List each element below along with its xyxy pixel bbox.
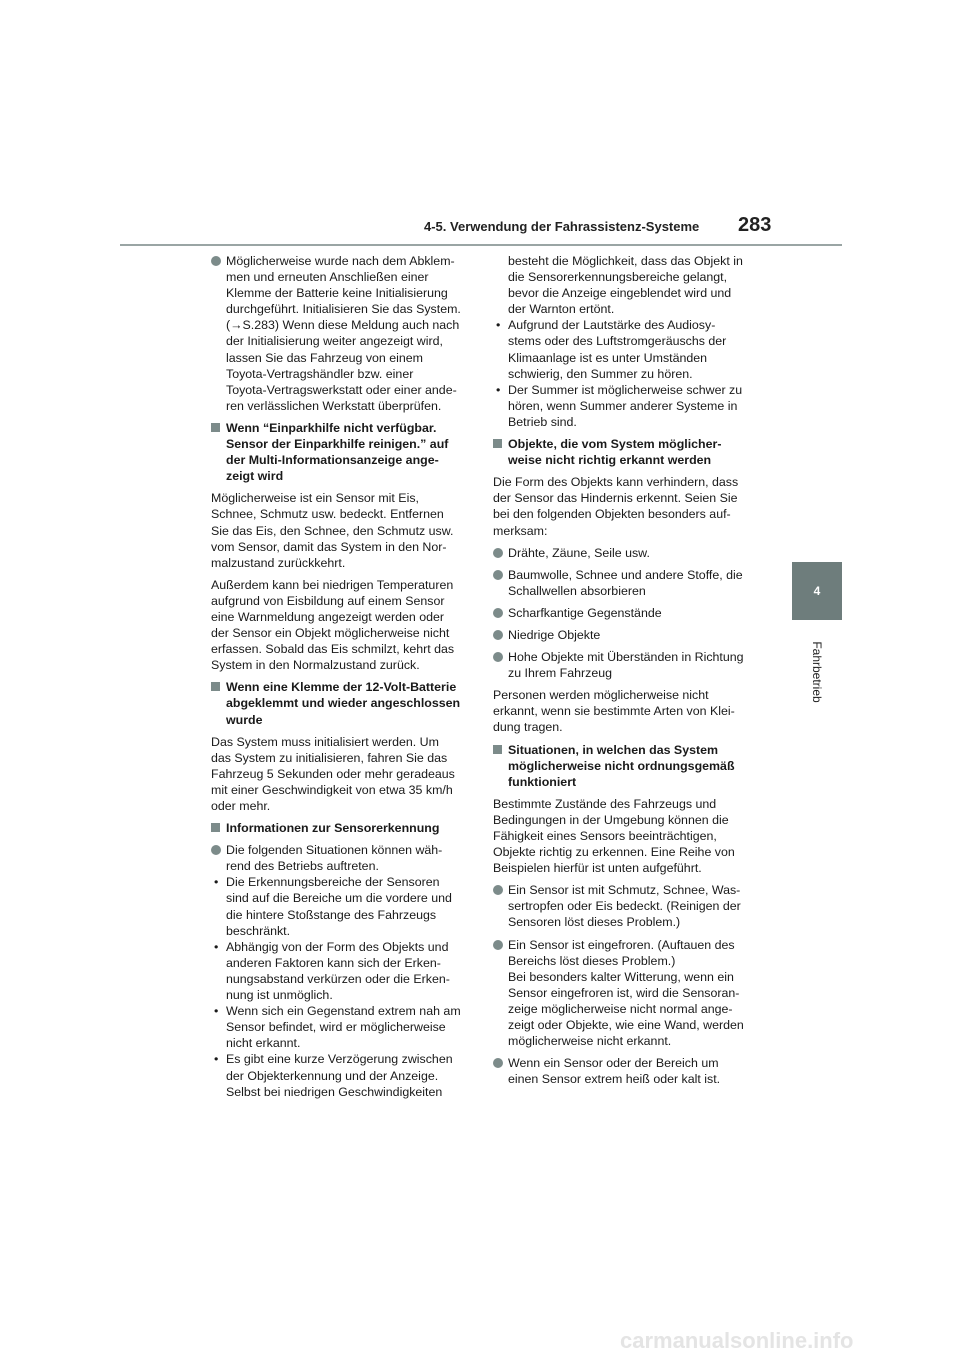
dash-item: • Die Erkennungsbereiche der Sensoren sind auf die Bereiche um die vordere und die hintere Stoßstange des Fahrzeugs beschränkt.	[211, 874, 468, 938]
header-divider	[120, 244, 842, 246]
paragraph: Die Form des Objekts kann verhindern, dass der Sensor das Hindernis erkennt. Seien Sie bei den folgenden Objekten besonders auf- merksam:	[493, 475, 739, 538]
paragraph: Bestimmte Zustände des Fahrzeugs und Bedingungen in der Umgebung können die Fähigkeit eines Sensors beeinträchtigen, Objekte richtig zu erkennen. Eine Reihe von Beispielen hierfür ist unten aufgeführt.	[493, 796, 735, 876]
section-heading: Situationen, in welchen das System möglicherweise nicht ordnungsgemäß funktioniert	[493, 742, 750, 790]
dash-item: • Der Summer ist möglicherweise schwer zu hören, wenn Summer anderer Systeme in Betrieb sind.	[493, 382, 750, 430]
bullet-item: Ein Sensor ist mit Schmutz, Schnee, Was- sertropfen oder Eis bedeckt. (Reinigen der Sensoren löst dieses Problem.)	[493, 882, 750, 930]
dash-item: • Aufgrund der Lautstärke des Audiosy- stems oder des Luftstromgeräuschs der Klimaanlage ist es unter Umständen schwierig, den Summer zu hören.	[493, 317, 750, 381]
chapter-tab[interactable]	[792, 562, 842, 620]
watermark-url[interactable]: carmanualsonline.info	[620, 1328, 854, 1353]
paragraph: Möglicherweise ist ein Sensor mit Eis, Schnee, Schmutz usw. bedeckt. Entfernen Sie das Eis, den Schnee, den Schmutz usw. vom Sensor, damit das System in den Nor- malzustand zurückkehrt.	[211, 491, 454, 570]
paragraph: Personen werden möglicherweise nicht erkannt, wenn sie bestimmte Arten von Klei- dung tragen.	[493, 688, 735, 735]
dash-item: • Es gibt eine kurze Verzögerung zwischen der Objekterkennung und der Anzeige. Selbst bei niedrigen Geschwindigkeiten	[211, 1051, 468, 1099]
paragraph: Das System muss initialisiert werden. Um das System zu initialisieren, fahren Sie das Fahrzeug 5 Sekunden oder mehr geradeaus mit einer Geschwindigkeit von etwa 35 km/h oder mehr.	[211, 734, 455, 813]
page-number: 283	[738, 214, 772, 236]
section-heading: Wenn “Einparkhilfe nicht verfügbar. Sensor der Einparkhilfe reinigen.” auf der Multi-Informationsanzeige ange- zeigt wird	[211, 420, 468, 484]
bullet-item: Niedrige Objekte	[493, 627, 750, 643]
bullet-item: Drähte, Zäune, Seile usw.	[493, 545, 750, 561]
section-title: 4-5. Verwendung der Fahrassistenz-Systeme	[424, 219, 700, 234]
dash-item-continuation: besteht die Möglichkeit, dass das Objekt in die Sensorerkennungsbereiche gelangt, bevor die Anzeige eingeblendet wird und der Warnton ertönt.	[508, 254, 743, 317]
paragraph: Außerdem kann bei niedrigen Temperaturen aufgrund von Eisbildung auf einem Sensor eine Warnmeldung angezeigt werden oder der Sensor ein Objekt möglicherweise nicht erfassen. Sobald das Eis schmilzt, kehrt das System in den Normalzustand zurück.	[211, 577, 455, 673]
section-heading: Objekte, die vom System möglicher- weise nicht richtig erkannt werden	[493, 436, 750, 468]
bullet-item: Möglicherweise wurde nach dem Abklem- men und erneuten Anschließen einer Klemme der Batterie keine Initialisierung durchgeführt. Initialisieren Sie das System. (→S.283) Wenn diese Meldung auch nach der Initialisierung weiter angezeigt wird, lassen Sie das Fahrzeug von einem Toyota-Vertragshändler bzw. einer Toyota-Vertragswerkstatt oder einer ande- ren verlässlichen Werkstatt überprüfen.	[211, 253, 468, 414]
dash-item: • Abhängig von der Form des Objekts und anderen Faktoren kann sich der Erken- nungsabstand verkürzen oder die Erken- nung ist unmöglich.	[211, 939, 468, 1003]
section-heading: Wenn eine Klemme der 12-Volt-Batterie abgeklemmt und wieder angeschlossen wurde	[211, 679, 468, 727]
chapter-side-label: Fahrbetrieb	[810, 641, 824, 703]
chapter-number: 4	[813, 584, 821, 598]
left-column	[211, 253, 468, 1100]
right-column	[493, 253, 750, 1093]
dash-item: • Wenn sich ein Gegenstand extrem nah am Sensor befindet, wird er möglicherweise nicht erkannt.	[211, 1003, 468, 1051]
bullet-item: Scharfkantige Gegenstände	[493, 605, 750, 621]
bullet-item: Hohe Objekte mit Überständen in Richtung zu Ihrem Fahrzeug	[493, 649, 750, 681]
section-heading: Informationen zur Sensorerkennung	[211, 820, 468, 836]
bullet-item: Ein Sensor ist eingefroren. (Auftauen des Bereichs löst dieses Problem.) Bei besonders kalter Witterung, wenn ein Sensor eingefroren ist, wird die Sensoran- zeige möglicherweise nicht normal ange- zeigt oder Objekte, wie eine Wand, werden möglicherweise nicht erkannt.	[493, 937, 750, 1050]
bullet-item: Baumwolle, Schnee und andere Stoffe, die Schallwellen absorbieren	[493, 567, 750, 599]
bullet-item: Wenn ein Sensor oder der Bereich um einen Sensor extrem heiß oder kalt ist.	[493, 1055, 750, 1087]
bullet-item: Die folgenden Situationen können wäh- rend des Betriebs auftreten.	[211, 842, 468, 874]
